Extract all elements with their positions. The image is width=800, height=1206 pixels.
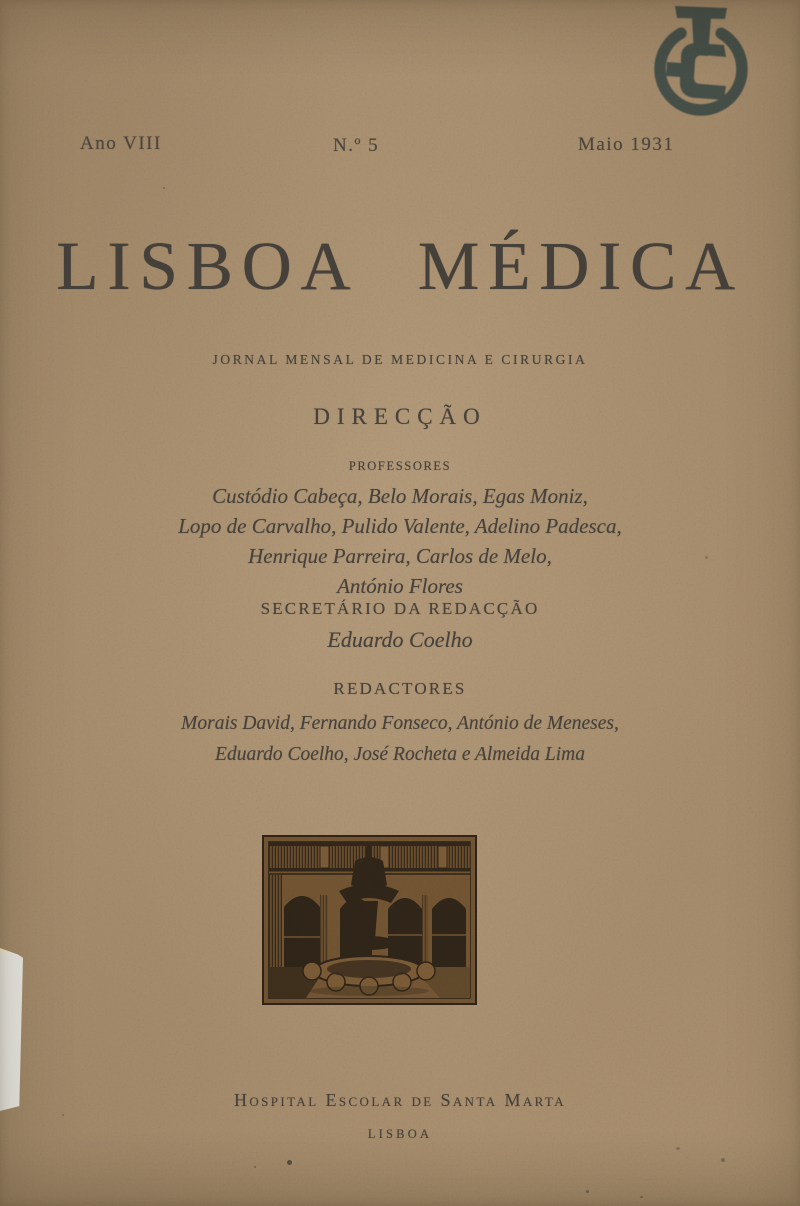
professores-line: António Flores <box>337 574 463 598</box>
professores-line: Henrique Parreira, Carlos de Melo, <box>248 544 552 568</box>
redactores-line: Morais David, Fernando Fonseco, António de Meneses, <box>181 713 619 734</box>
redactores-heading: REDACTORES <box>333 679 467 698</box>
professores-line: Lopo de Carvalho, Pulido Valente, Adelino Padesca, <box>178 514 622 538</box>
secretario-heading: SECRETÁRIO DA REDACÇÃO <box>260 599 540 618</box>
professores-list <box>10 481 790 601</box>
shelf-label-sticker <box>0 948 23 1111</box>
journal-subtitle: JORNAL MENSAL DE MEDICINA E CIRURGIA <box>212 352 588 367</box>
paper-speck <box>676 1147 680 1150</box>
journal-title: LISBOA MÉDICA <box>56 228 744 304</box>
courtyard-fountain-engraving <box>262 835 477 1005</box>
paper-speck <box>254 1166 256 1168</box>
paper-speck <box>62 1114 64 1116</box>
tc-monogram-stamp-icon <box>648 2 754 126</box>
paper-speck <box>586 1190 589 1193</box>
redactores-line: Eduardo Coelho, José Rocheta e Almeida Lima <box>215 744 585 765</box>
direccao-heading: DIRECÇÃO <box>313 404 487 429</box>
city-name: LISBOA <box>367 1127 433 1141</box>
professores-line: Custódio Cabeça, Belo Morais, Egas Moniz, <box>212 484 588 508</box>
secretario-name: Eduardo Coelho <box>327 627 473 652</box>
paper-speck <box>163 187 165 189</box>
institution-name: Hospital Escolar de Santa Marta <box>233 1090 567 1110</box>
redactores-list <box>10 708 790 770</box>
paper-speck <box>640 1196 643 1198</box>
paper-speck <box>287 1160 292 1165</box>
volume-label: Ano VIII <box>80 133 162 154</box>
issue-number-label: N.º 5 <box>333 135 380 156</box>
professores-heading: PROFESSORES <box>348 459 452 473</box>
paper-speck <box>721 1158 725 1162</box>
date-label: Maio 1931 <box>578 134 675 155</box>
